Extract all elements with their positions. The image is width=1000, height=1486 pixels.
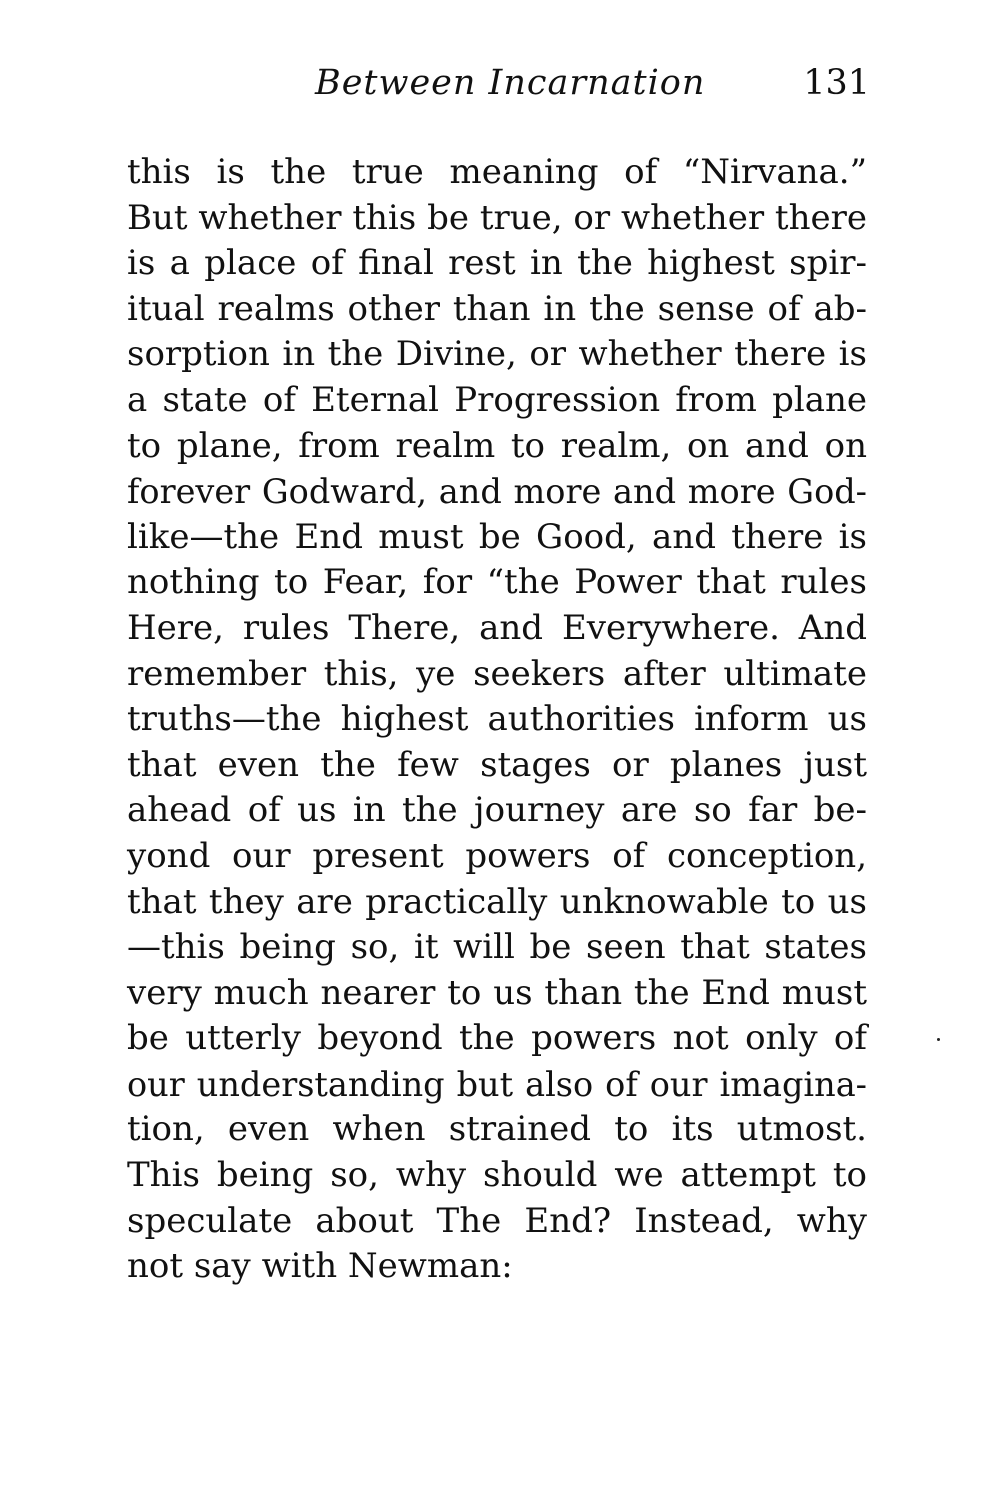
text-line: But whether this be true, or whether there (127, 197, 867, 238)
text-line: yond our present powers of conception, (127, 835, 867, 876)
running-title: Between Incarnation (315, 63, 706, 103)
text-line: a state of Eternal Progression from plane (127, 379, 867, 420)
text-line: Here, rules There, and Everywhere. And (127, 607, 867, 648)
text-line: itual realms other than in the sense of ab- (127, 288, 867, 329)
text-line: that even the few stages or planes just (127, 744, 867, 785)
text-line: This being so, why should we attempt to (127, 1155, 867, 1196)
text-line: that they are practically unknowable to us (127, 881, 867, 922)
text-line: like—the End must be Good, and there is (127, 516, 867, 557)
text-line: tion, even when strained to its utmost. (127, 1109, 867, 1150)
text-line: ahead of us in the journey are so far be- (127, 790, 867, 831)
text-line: is a place of final rest in the highest spir- (127, 243, 867, 284)
page-number: 131 (803, 63, 870, 103)
running-head (125, 58, 870, 108)
text-line: our understanding but also of our imagina- (127, 1064, 867, 1104)
text-line-last: not say with Newman: (127, 1246, 513, 1287)
text-line: very much nearer to us than the End must (127, 972, 867, 1013)
print-speck (937, 1038, 940, 1041)
text-line: —this being so, it will be seen that states (127, 927, 867, 968)
text-line: nothing to Fear, for “the Power that rules (127, 562, 867, 603)
text-line: sorption in the Divine, or whether there is (127, 334, 867, 375)
text-line: truths—the highest authorities inform us (127, 699, 867, 740)
body-text (127, 150, 867, 1290)
text-line: speculate about The End? Instead, why (127, 1200, 867, 1241)
text-line: this is the true meaning of “Nirvana.” (127, 152, 867, 192)
text-line: forever Godward, and more and more God- (127, 472, 867, 512)
text-line: be utterly beyond the powers not only of (127, 1018, 867, 1059)
text-line: to plane, from realm to realm, on and on (127, 425, 867, 466)
text-line: remember this, ye seekers after ultimate (127, 653, 867, 694)
